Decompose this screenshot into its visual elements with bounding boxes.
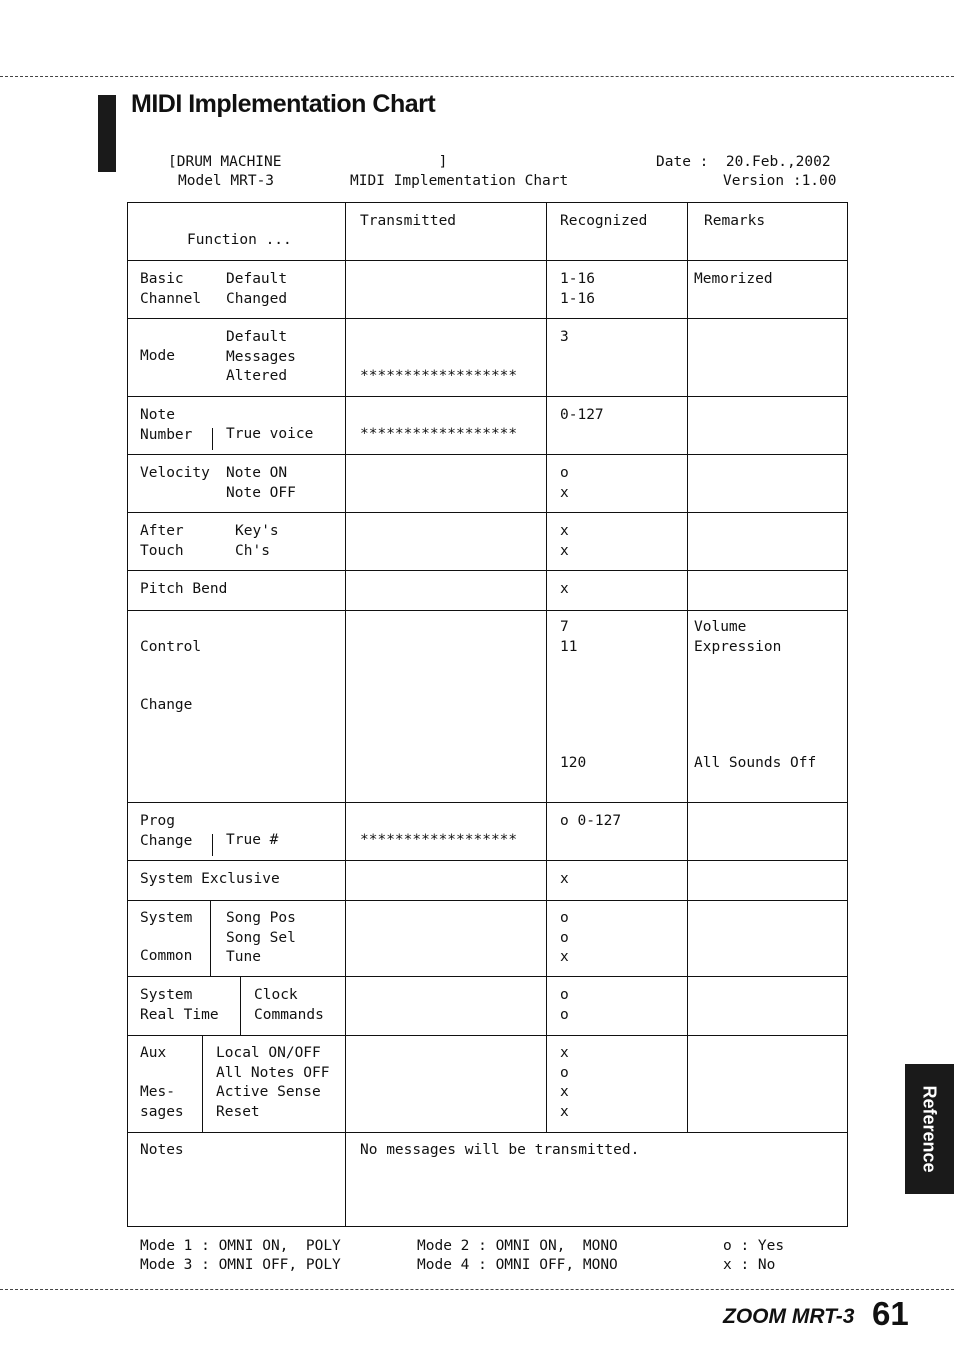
col-header-recognized: Recognized xyxy=(560,213,648,229)
midi-implementation-table xyxy=(127,202,848,1227)
prog-change-transmitted: ****************** xyxy=(360,832,518,848)
row-divider xyxy=(128,512,847,513)
notes-label: Notes xyxy=(140,1142,184,1158)
after-touch-sub: Key's Ch's xyxy=(235,523,279,559)
column-divider-recognized xyxy=(687,203,688,1132)
control-120-recognized: 120 xyxy=(560,755,587,771)
system-common-recognized: o o x xyxy=(560,910,569,965)
page-title: MIDI Implementation Chart xyxy=(131,90,436,118)
row-divider xyxy=(128,1035,847,1036)
prog-change-sub: True # xyxy=(226,832,279,848)
mode-sub: Default Messages Altered xyxy=(226,329,296,384)
system-realtime-sub: Clock Commands xyxy=(254,987,324,1023)
velocity-label: Velocity xyxy=(140,465,210,481)
after-touch-label: After Touch xyxy=(140,523,184,559)
mode-recognized: 3 xyxy=(560,329,569,345)
sub-divider-common xyxy=(210,900,211,976)
reference-tab-label: Reference xyxy=(919,1085,940,1173)
legend-mode1: Mode 1 : OMNI ON, POLY xyxy=(140,1238,341,1254)
col-header-function: Function ... xyxy=(187,232,292,248)
row-divider xyxy=(128,570,847,571)
row-divider xyxy=(128,454,847,455)
row-divider xyxy=(128,1132,847,1133)
control-remarks: Volume Expression xyxy=(694,619,782,655)
system-common-label: System xyxy=(140,910,193,926)
sub-divider-aux xyxy=(202,1035,203,1132)
mode-transmitted: ****************** xyxy=(360,368,518,384)
legend-mode2: Mode 2 : OMNI ON, MONO xyxy=(417,1238,618,1254)
legend-no: x : No xyxy=(723,1257,776,1273)
control-120-remarks: All Sounds Off xyxy=(694,755,817,771)
basic-channel-remarks: Memorized xyxy=(694,271,773,287)
mode-label: Mode xyxy=(140,348,175,364)
header-chart-title: MIDI Implementation Chart xyxy=(350,173,569,189)
sysex-label: System Exclusive xyxy=(140,871,280,887)
legend-yes: o : Yes xyxy=(723,1238,785,1254)
header-model: Model MRT-3 xyxy=(178,173,275,189)
row-divider xyxy=(128,976,847,977)
bottom-dashed-rule xyxy=(0,1289,954,1290)
title-accent-bar xyxy=(98,95,116,172)
col-header-remarks: Remarks xyxy=(704,213,766,229)
sysex-recognized: x xyxy=(560,871,569,887)
system-realtime-label: System Real Time xyxy=(140,987,219,1023)
note-number-label: Note Number xyxy=(140,407,193,443)
row-divider xyxy=(128,610,847,611)
row-divider xyxy=(128,396,847,397)
footer-brand: ZOOM MRT-3 xyxy=(723,1305,855,1328)
aux-sub: Local ON/OFF All Notes OFF Active Sense Reset xyxy=(216,1045,330,1120)
note-number-recognized: 0-127 xyxy=(560,407,604,423)
basic-channel-sub: Default Changed xyxy=(226,271,288,307)
prog-change-label: Prog Change xyxy=(140,813,193,849)
row-divider xyxy=(128,860,847,861)
legend-mode3: Mode 3 : OMNI OFF, POLY xyxy=(140,1257,341,1273)
row-divider xyxy=(128,260,847,261)
control-recognized: 7 11 xyxy=(560,619,578,655)
after-touch-recognized: x x xyxy=(560,523,569,559)
notes-text: No messages will be transmitted. xyxy=(360,1142,640,1158)
note-number-transmitted: ****************** xyxy=(360,426,518,442)
top-dashed-rule xyxy=(0,76,954,77)
prog-change-recognized: o 0-127 xyxy=(560,813,622,829)
control-change-label: Change xyxy=(140,697,193,713)
aux-messages-label: Mes- sages xyxy=(140,1084,184,1120)
pitch-bend-label: Pitch Bend xyxy=(140,581,228,597)
sub-divider-realtime xyxy=(240,976,241,1035)
aux-recognized: x o x x xyxy=(560,1045,569,1120)
basic-channel-recognized: 1-16 1-16 xyxy=(560,271,595,307)
pitch-bend-recognized: x xyxy=(560,581,569,597)
note-number-sub: True voice xyxy=(226,426,314,442)
column-divider-function xyxy=(345,203,346,1226)
row-divider xyxy=(128,318,847,319)
aux-label: Aux xyxy=(140,1045,167,1061)
column-divider-transmitted xyxy=(546,203,547,1132)
sub-divider-prog xyxy=(212,834,213,856)
system-realtime-recognized: o o xyxy=(560,987,569,1023)
row-divider xyxy=(128,802,847,803)
header-date: Date : 20.Feb.,2002 xyxy=(656,154,831,170)
sub-divider-note xyxy=(212,428,213,450)
page-number: 61 xyxy=(872,1295,909,1332)
basic-channel-label: Basic Channel xyxy=(140,271,202,307)
col-header-transmitted: Transmitted xyxy=(360,213,457,229)
velocity-sub: Note ON Note OFF xyxy=(226,465,296,501)
row-divider xyxy=(128,900,847,901)
control-label: Control xyxy=(140,639,202,655)
header-drum-machine: [DRUM MACHINE ] xyxy=(168,154,448,170)
velocity-recognized: o x xyxy=(560,465,569,501)
system-common-sub: Song Pos Song Sel Tune xyxy=(226,910,296,965)
header-version: Version :1.00 xyxy=(723,173,837,189)
legend-mode4: Mode 4 : OMNI OFF, MONO xyxy=(417,1257,618,1273)
system-common-label-2: Common xyxy=(140,948,193,964)
